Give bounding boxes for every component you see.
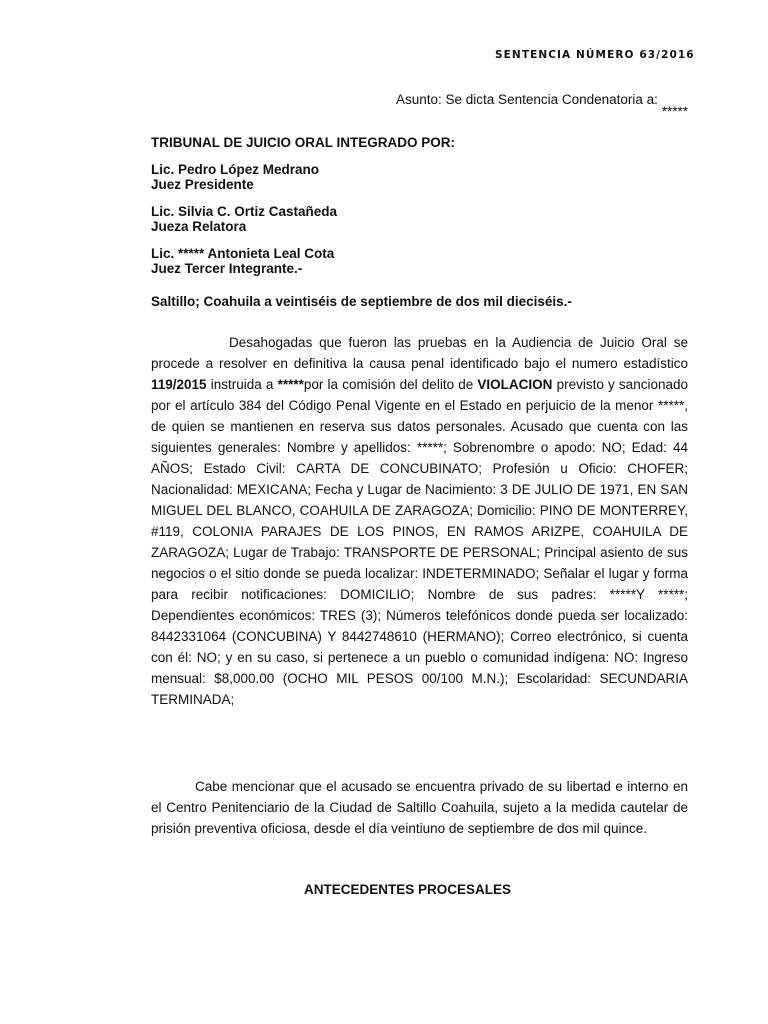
- case-number: 119/2015: [151, 377, 207, 392]
- paragraph-text: por la comisión del delito de: [303, 377, 478, 392]
- paragraph-text: Desahogadas que fueron las pruebas en la Audiencia de Juicio Oral se procede a resolver en definitiva la causa penal identificado bajo el numero estadístico: [151, 335, 688, 371]
- judge-name-2: Lic. Silvia C. Ortiz Castañeda: [151, 204, 338, 219]
- judge-name-3: Lic. ***** Antonieta Leal Cota: [151, 246, 335, 261]
- place-date: Saltillo; Coahuila a veintiséis de septiembre de dos mil dieciséis.-: [151, 294, 572, 309]
- accused-name: *****: [277, 377, 304, 392]
- paragraph-custody: [151, 776, 688, 839]
- judge-role-3: Juez Tercer Integrante.-: [151, 261, 303, 276]
- judge-name-1: Lic. Pedro López Medrano: [151, 162, 320, 177]
- judge-role-1: Juez Presidente: [151, 177, 254, 192]
- paragraph-text: previsto y sancionado por el artículo 384 del Código Penal Vigente en el Estado en perjuicio de la menor *****, de quien se mantienen en reserva sus datos personales. Acusado que cuenta con las siguientes generales: Nombre y apellidos: *****; Sobrenombre o apodo: NO; Edad: 44 AÑOS; Estado Civil: CARTA DE CONCUBINATO; Profesión u Oficio: CHOFER; Nacionalidad: MEXICANA; Fecha y Lugar de Nacimiento: 3 DE JULIO DE 1971, EN SAN MIGUEL DEL BLANCO, COAHUILA DE ZARAGOZA; Domicilio: PINO DE MONTERREY, #119, COLONIA PARAJES DE LOS PINOS, EN RAMOS ARIZPE, COAHUILA DE ZARAGOZA; Lugar de Trabajo: TRANSPORTE DE PERSONAL; Principal asiento de sus negocios o el sitio donde se pueda localizar: INDETERMINADO; Señalar el lugar y forma para recibir notificaciones: DOMICILIO; Nombre de sus padres: *****Y *****; Dependientes económicos: TRES (3); Números telefónicos donde pueda ser localizado: 8442331064 (CONCUBINA) Y 8442748610 (HERMANO); Correo electrónico, si cuenta con él: NO; y en su caso, si pertenece a un pueblo o comunidad indígena: NO: Ingreso mensual: $8,000.00 (OCHO MIL PESOS 00/100 M.N.); Escolaridad: SECUNDARIA TERMINADA;: [151, 377, 688, 707]
- paragraph-text: instruida a: [206, 377, 278, 392]
- crime-name: VIOLACION: [477, 377, 553, 392]
- paragraph-text: Cabe mencionar que el acusado se encuentra privado de su libertad e interno en el Centro Penitenciario de la Ciudad de Saltillo Coahuila, sujeto a la medida cautelar de prisión preventiva oficiosa, desde el día veintiuno de septiembre de dos mil quince.: [151, 779, 688, 836]
- asunto-block: [396, 92, 688, 119]
- tribunal-heading: TRIBUNAL DE JUICIO ORAL INTEGRADO POR:: [151, 135, 456, 150]
- paragraph-generales: [151, 332, 688, 710]
- asunto-redacted-name: *****: [661, 104, 688, 119]
- sentence-number: SENTENCIA NÚMERO 63/2016: [495, 49, 695, 61]
- asunto-line: Asunto: Se dicta Sentencia Condenatoria a:: [396, 92, 658, 107]
- judge-role-2: Jueza Relatora: [151, 219, 247, 234]
- section-title: ANTECEDENTES PROCESALES: [304, 882, 512, 897]
